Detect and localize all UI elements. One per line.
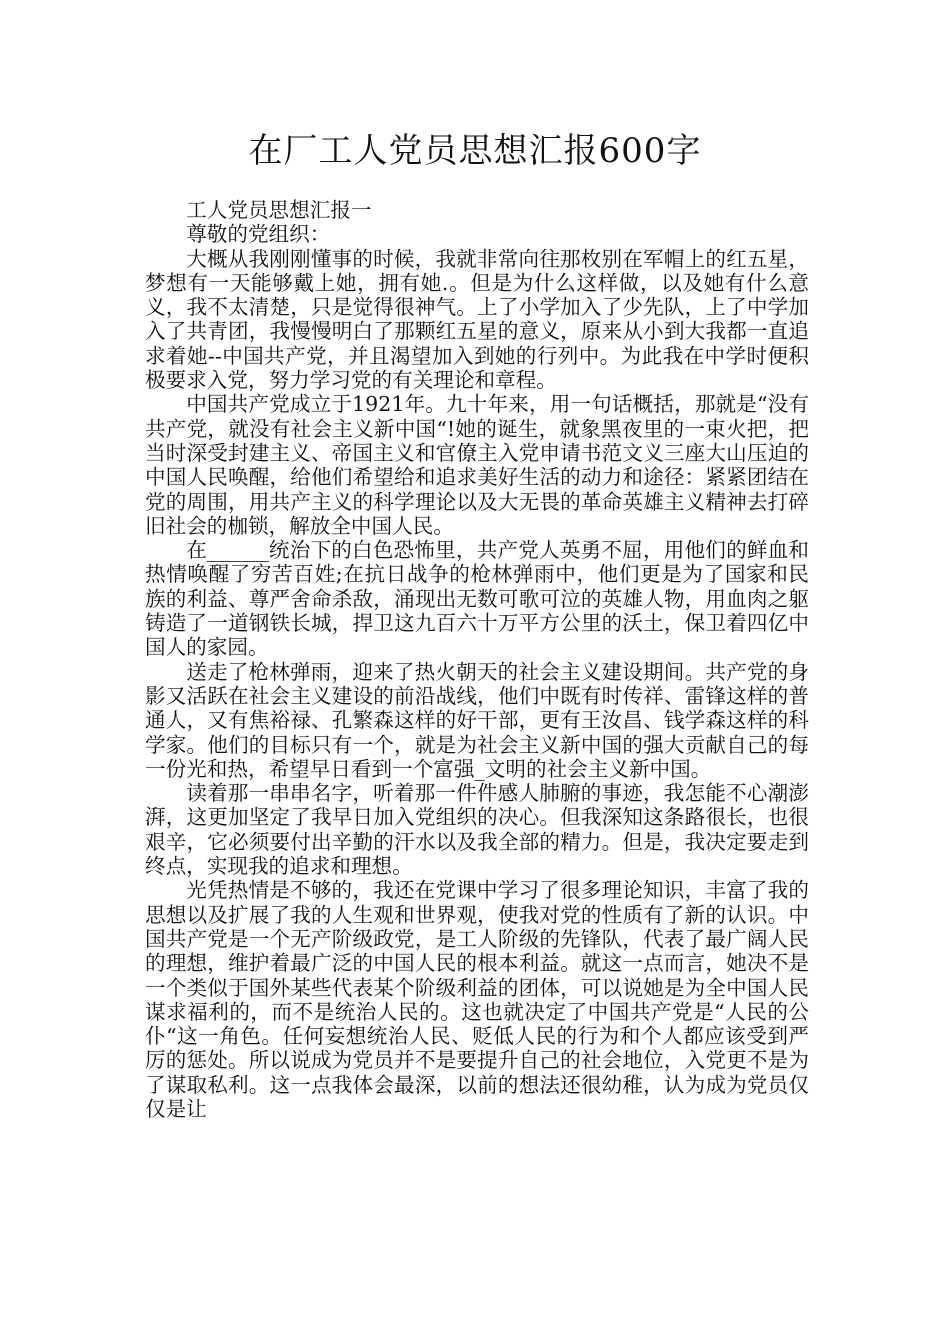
document-body [145,198,809,1121]
subheading: 工人党员思想汇报一 [186,198,372,222]
paragraph-3: 在______统治下的白色恐怖里，共产党人英勇不屈，用他们的鲜血和热情唤醒了穷苦百姓;在抗日战争的枪林弹雨中，他们更是为了国家和民族的利益、尊严舍命杀敌，涌现出无数可歌可泣的英雄人物，用血肉之躯铸造了一道钢铁长城，捍卫这九百六十万平方公里的沃土，保卫着四亿中国人的家园。 [145,538,809,660]
paragraph-4: 送走了枪林弹雨，迎来了热火朝天的社会主义建设期间。共产党的身影又活跃在社会主义建设的前沿战线，他们中既有时传祥、雷锋这样的普通人，又有焦裕禄、孔繁森这样的好干部，更有王汝昌、钱学森这样的科学家。他们的目标只有一个，就是为社会主义新中国的强大贡献自己的每一份光和热，希望早日看到一个富强_文明的社会主义新中国。 [145,659,809,781]
paragraph-2: 中国共产党成立于1921年。九十年来，用一句话概括，那就是“没有共产党，就没有社会主义新中国“!她的诞生，就象黑夜里的一束火把，把当时深受封建主义、帝国主义和官僚主入党申请书范文义三座大山压迫的中国人民唤醒，给他们希望给和追求美好生活的动力和途径：紧紧团结在党的周围，用共产主义的科学理论以及大无畏的革命英雄主义精神去打碎旧社会的枷锁，解放全中国人民。 [145,392,809,538]
document-title: 在厂工人党员思想汇报600字 [248,131,702,171]
paragraph-5: 读着那一串串名字，听着那一件件感人肺腑的事迹，我怎能不心潮澎湃，这更加坚定了我早日加入党组织的决心。但我深知这条路很长，也很艰辛，它必须要付出辛勤的汗水以及我全部的精力。但是，我决定要走到终点，实现我的追求和理想。 [145,781,809,879]
paragraph-6: 光凭热情是不够的，我还在党课中学习了很多理论知识，丰富了我的思想以及扩展了我的人生观和世界观，使我对党的性质有了新的认识。中国共产党是一个无产阶级政党，是工人阶级的先锋队，代表了最广阔人民的理想，维护着最广泛的中国人民的根本利益。就这一点而言，她决不是一个类似于国外某些代表某个阶级利益的团体，可以说她是为全中国人民谋求福利的，而不是统治人民的。这也就决定了中国共产党是“人民的公仆“这一角色。任何妄想统治人民、贬低人民的行为和个人都应该受到严厉的惩处。所以说成为党员并不是要提升自己的社会地位，入党更不是为了谋取私利。这一点我体会最深，以前的想法还很幼稚，认为成为党员仅仅是让 [145,878,809,1121]
salutation: 尊敬的党组织： [186,222,331,247]
paragraph-1: 大概从我刚刚懂事的时候，我就非常向往那枚别在军帽上的红五星，梦想有一天能够戴上她，拥有她.。但是为什么这样做，以及她有什么意义，我不太清楚，只是觉得很神气。上了小学加入了少先队，上了中学加入了共青团，我慢慢明白了那颗红五星的意义，原来从小到大我都一直追求着她--中国共产党，并且渴望加入到她的行列中。为此我在中学时便积极要求入党，努力学习党的有关理论和章程。 [145,246,809,393]
